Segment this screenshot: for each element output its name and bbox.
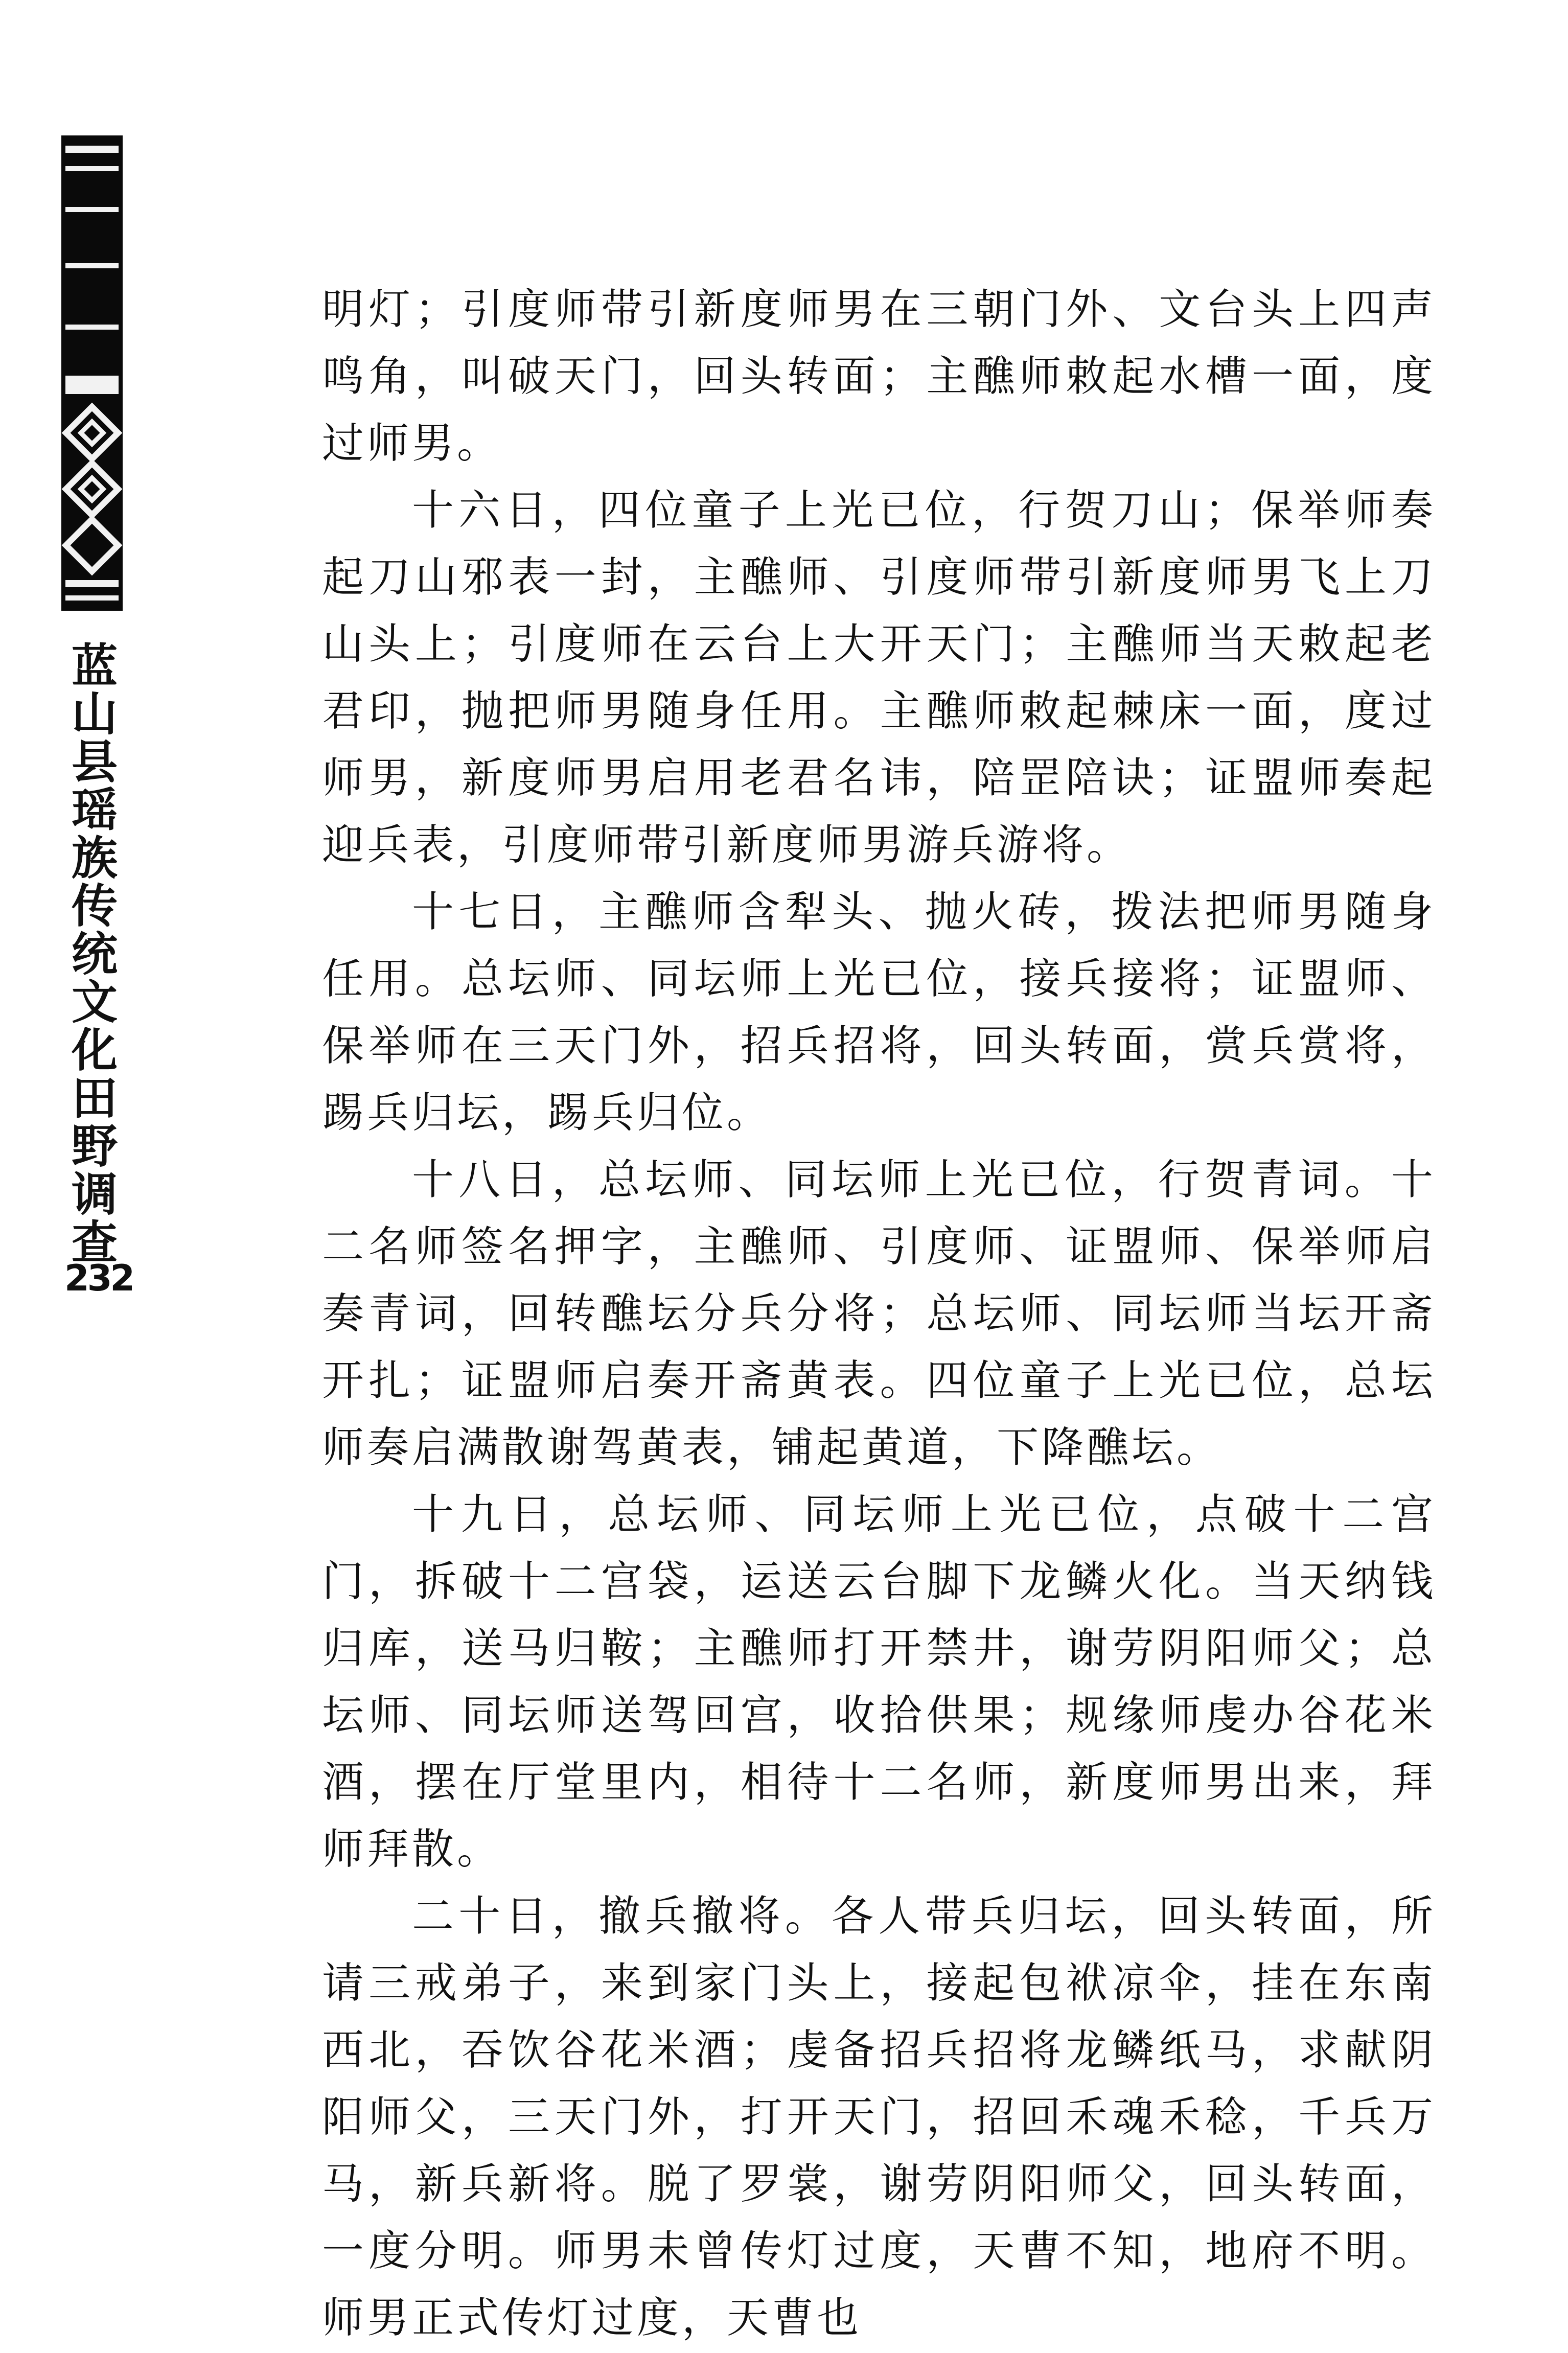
page-number: 232 — [64, 1257, 133, 1299]
paragraph: 十六日，四位童子上光已位，行贺刀山；保举师奏起刀山邪表一封，主醮师、引度师带引新度师男飞上刀山头上；引度师在云台上大开天门；主醮师当天敕起老君印，抛把师男随身任用。主醮师敕起棘床一面，度过师男，新度师男启用老君名讳，陪罡陪诀；证盟师奏起迎兵表，引度师带引新度师男游兵游将。 — [322, 486, 1436, 869]
banner-stripe — [65, 325, 119, 330]
paragraph: 十七日，主醮师含犁头、抛火砖，拨法把师男随身任用。总坛师、同坛师上光已位，接兵接将；证盟师、保举师在三天门外，招兵招将，回头转面，赏兵赏将，踢兵归坛，踢兵归位。 — [322, 888, 1436, 1137]
banner-stripe — [65, 146, 119, 153]
main-text — [322, 276, 1436, 2351]
decorative-side-banner — [61, 135, 123, 611]
banner-stripe — [65, 376, 119, 394]
book-title: 蓝山县瑶族传统文化田野调查 — [63, 641, 117, 1266]
paragraph: 十八日，总坛师、同坛师上光已位，行贺青词。十二名师签名押字，主醮师、引度师、证盟师、保举师启奏青词，回转醮坛分兵分将；总坛师、同坛师当坛开斋开扎；证盟师启奏开斋黄表。四位童子上光已位，总坛师奏启满散谢驾黄表，铺起黄道，下降醮坛。 — [322, 1156, 1436, 1472]
banner-stripe — [65, 166, 119, 171]
paragraph: 二十日，撤兵撤将。各人带兵归坛，回头转面，所请三戒弟子，来到家门头上，接起包袱凉伞，挂在东南西北，吞饮谷花米酒；虔备招兵招将龙鳞纸马，求献阴阳师父，三天门外，打开天门，招回禾魂禾稔，千兵万马，新兵新将。脱了罗裳，谢劳阴阳师父，回头转面，一度分明。师男未曾传灯过度，天曹不知，地府不明。师男正式传灯过度，天曹也 — [322, 1892, 1436, 2342]
banner-stripe — [65, 580, 119, 587]
paragraph: 十九日，总坛师、同坛师上光已位，点破十二宫门，拆破十二宫袋，运送云台脚下龙鳞火化。当天纳钱归库，送马归鞍；主醮师打开禁井，谢劳阴阳师父；总坛师、同坛师送驾回宫，收拾供果；规缘师虔办谷花米酒，摆在厅堂里内，相待十二名师，新度师男出来，拜师拜散。 — [322, 1490, 1436, 1874]
paragraph: 明灯；引度师带引新度师男在三朝门外、文台头上四声鸣角，叫破天门，回头转面；主醮师敕起水槽一面，度过师男。 — [322, 285, 1436, 468]
banner-diamond-icon — [62, 515, 123, 576]
banner-stripe — [65, 207, 119, 212]
banner-stripe — [65, 595, 119, 601]
banner-stripe — [65, 263, 119, 268]
